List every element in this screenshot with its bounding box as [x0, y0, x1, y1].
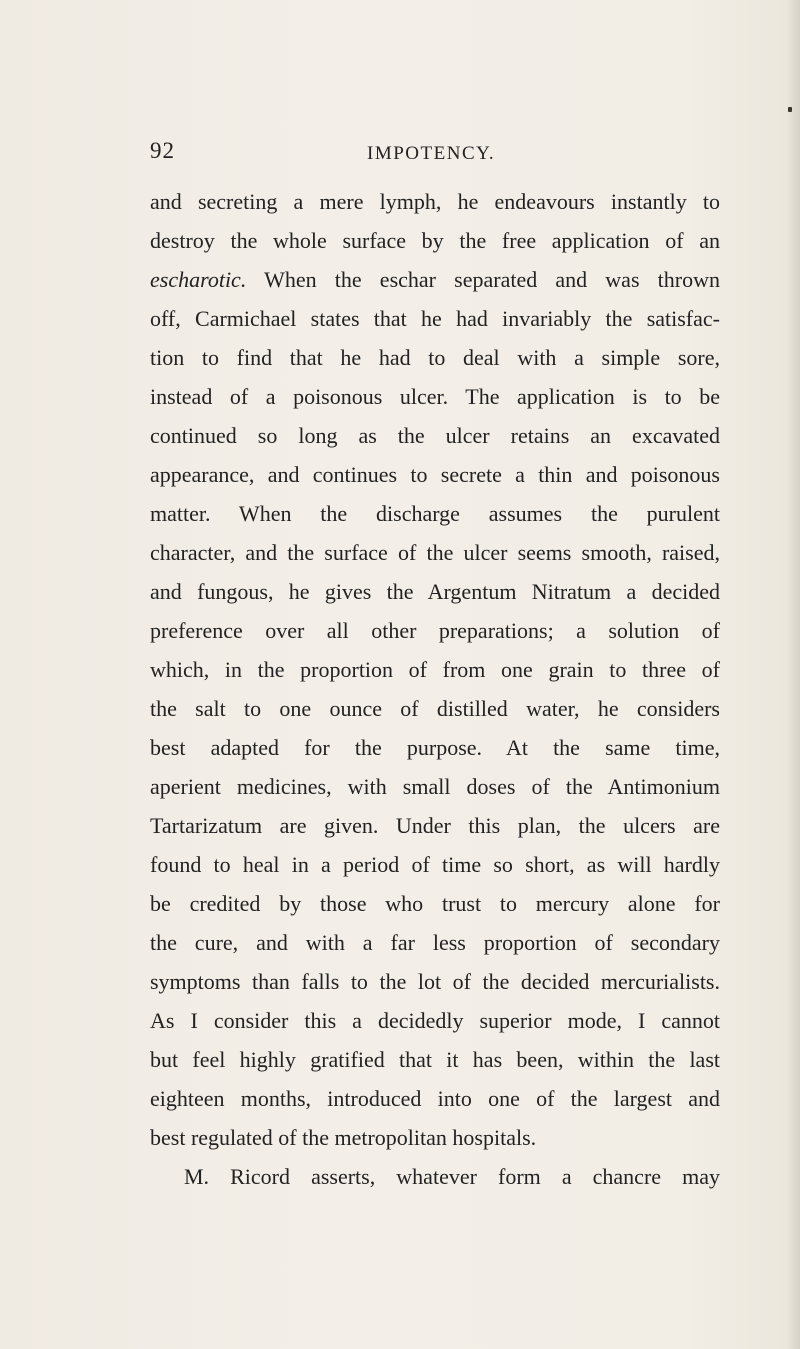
- text-line: and fungous, he gives the Argentum Nitratum a decided: [150, 579, 720, 604]
- ink-speck: [788, 107, 792, 112]
- text-line: matter. When the discharge assumes the purulent: [150, 501, 720, 526]
- text-line-paragraph-start: M. Ricord asserts, whatever form a chancre may: [184, 1164, 720, 1189]
- text-line-rest: When the eschar separated and was thrown: [246, 267, 720, 292]
- text-line-paragraph-end: best regulated of the metropolitan hospitals.: [150, 1125, 537, 1150]
- italic-term: escharotic.: [150, 267, 247, 292]
- text-line: tion to find that he had to deal with a simple sore,: [150, 345, 720, 370]
- text-line: but feel highly gratified that it has been, within the last: [150, 1047, 720, 1072]
- text-line: character, and the surface of the ulcer seems smooth, raised,: [150, 540, 720, 565]
- text-line: eighteen months, introduced into one of the largest and: [150, 1086, 720, 1111]
- text-line: continued so long as the ulcer retains an excavated: [150, 423, 720, 448]
- page-edge-shadow: [786, 0, 800, 1349]
- text-line: aperient medicines, with small doses of the Antimonium: [150, 774, 720, 799]
- text-line: and secreting a mere lymph, he endeavours instantly to: [150, 189, 720, 214]
- text-line: the salt to one ounce of distilled water, he considers: [150, 696, 720, 721]
- text-line: instead of a poisonous ulcer. The application is to be: [150, 384, 720, 409]
- text-line-italic-start: [150, 260, 720, 299]
- page-number: 92: [150, 138, 175, 163]
- text-line: the cure, and with a far less proportion of secondary: [150, 930, 720, 955]
- text-line: As I consider this a decidedly superior mode, I cannot: [150, 1008, 720, 1033]
- text-line: be credited by those who trust to mercury alone for: [150, 891, 720, 916]
- text-line: best adapted for the purpose. At the same time,: [150, 735, 720, 760]
- body-text: [150, 182, 720, 1196]
- text-line: off, Carmichael states that he had invariably the satisfac-: [150, 306, 720, 331]
- text-line: found to heal in a period of time so short, as will hardly: [150, 852, 720, 877]
- text-line: symptoms than falls to the lot of the decided mercurialists.: [150, 969, 720, 994]
- text-line: preference over all other preparations; a solution of: [150, 618, 720, 643]
- running-title: IMPOTENCY.: [367, 143, 496, 164]
- text-line: Tartarizatum are given. Under this plan, the ulcers are: [150, 813, 720, 838]
- text-line: destroy the whole surface by the free application of an: [150, 228, 720, 253]
- text-line: which, in the proportion of from one grain to three of: [150, 657, 720, 682]
- text-line: appearance, and continues to secrete a thin and poisonous: [150, 462, 720, 487]
